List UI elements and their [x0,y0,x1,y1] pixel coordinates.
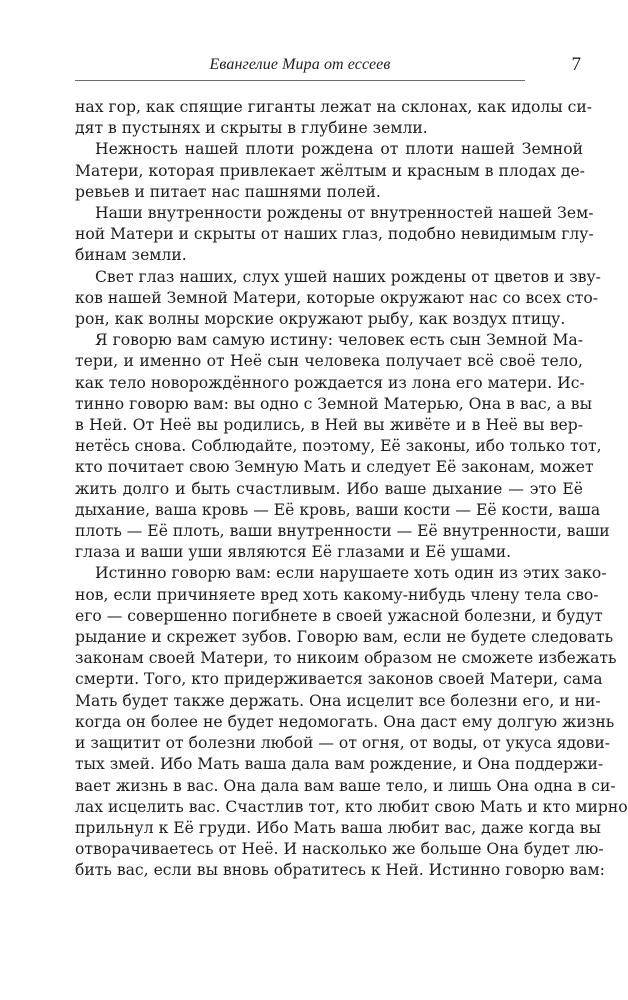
text-line: когда он более не будет недомогать. Она даст ему долгую жизнь [75,712,615,731]
text-line: Свет глаз наших, слух ушей наших рождены от цветов и зву- [95,267,601,286]
text-line: дят в пустынях и скрыты в глубине земли. [75,119,428,138]
text-line: жить долго и быть счастливым. Ибо ваше дыхание — это Её [75,479,583,498]
text-line: ков нашей Земной Матери, которые окружают нас со всех сто- [75,288,599,307]
text-line: отворачиваетесь от Неё. И насколько же больше Она будет лю- [75,840,604,859]
text-line: Мать будет также держать. Она исцелит все болезни его, и ни- [75,691,601,710]
text-line: тинно говорю вам: вы одно с Земной Матерью, Она в вас, а вы [75,394,592,413]
text-line: рон, как волны морские окружают рыбу, как воздух птицу. [75,310,566,329]
body-text [75,97,628,882]
text-line: прильнул к Её груди. Ибо Мать ваша любит вас, даже когда вы [75,818,601,837]
text-line: тери, и именно от Неё сын человека получает всё своё тело, [75,352,583,371]
text-line: его — совершенно погибнете в своей ужасной болезни, и будут [75,606,603,625]
text-line: ной Матери и скрыты от наших глаз, подобно невидимым глу- [75,225,594,244]
text-line: нах гор, как спящие гиганты лежат на склонах, как идолы си- [75,98,593,116]
text-line: законам своей Матери, то никоим образом не сможете избежать [75,649,617,668]
paragraph [75,139,583,203]
text-line: Наши внутренности рождены от внутренностей нашей Зем- [95,204,594,223]
text-line: глаза и ваши уши являются Её глазами и Её ушами. [75,543,512,562]
text-line: бинам земли. [75,246,187,265]
text-line: ревьев и питает нас пашнями полей. [75,182,381,201]
paragraph [75,563,628,881]
text-line: рыдание и скрежет зубов. Говорю вам, если не будете следовать [75,628,614,647]
text-line: дыхание, ваша кровь — Её кровь, ваши кости — Её кости, ваша [75,500,601,519]
paragraph [75,97,593,139]
paragraph [75,203,594,267]
running-header [75,48,583,78]
text-line: плоть — Её плоть, ваши внутренности — Её внутренности, ваши [75,522,610,541]
page-number: 7 [571,54,581,75]
text-line: кто почитает свою Земную Мать и следует Её законам, может [75,458,594,477]
running-title: Евангелие Мира от ессеев [209,56,391,73]
text-line: и защитит от болезни любой — от огня, от воды, от укуса ядови- [75,734,610,753]
text-line: нетёсь снова. Соблюдайте, поэтому, Её законы, ибо только тот, [75,437,602,456]
text-line: как тело новорождённого рождается из лона его матери. Ис- [75,373,585,392]
paragraph [75,267,601,331]
text-line: лах исцелить вас. Счастлив тот, кто любит свою Мать и кто мирно [75,797,628,816]
text-line: Нежность нашей плоти рождена от плоти нашей Земной [95,140,583,159]
text-line: вает жизнь в вас. Она дала вам ваше тело, и лишь Она одна в си- [75,776,616,795]
paragraph [75,330,610,563]
text-line: в Ней. От Неё вы родились, в Ней вы живёте и в Неё вы вер- [75,416,583,435]
text-line: тых змей. Ибо Мать ваша дала вам рождение, и Она поддержи- [75,755,604,774]
text-line: нов, если причиняете вред хоть какому-нибудь члену тела сво- [75,585,599,604]
header-rule [75,80,525,81]
text-line: Истинно говорю вам: если нарушаете хоть один из этих зако- [95,564,607,583]
text-line: смерти. Того, кто придерживается законов своей Матери, сама [75,670,603,689]
text-line: Матери, которая привлекает жёлтым и красным в плодах де- [75,161,585,180]
text-line: Я говорю вам самую истину: человек есть сын Земной Ма- [95,331,583,350]
text-line: бить вас, если вы вновь обратитесь к Ней. Истинно говорю вам: [75,861,605,880]
